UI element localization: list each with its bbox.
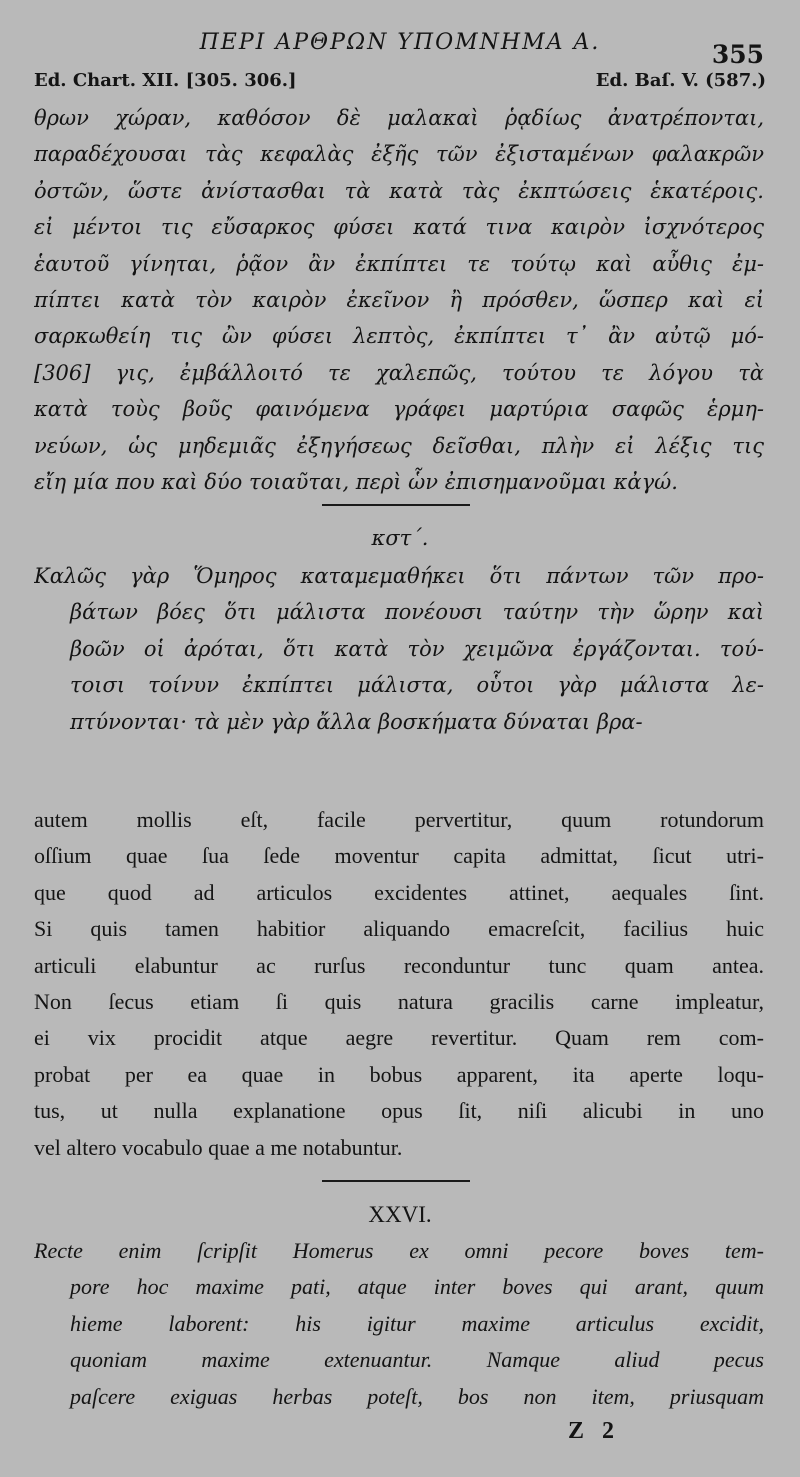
latin-line: hieme laborent: his igitur maxime articulus excidit, xyxy=(70,1310,764,1336)
latin-line: pore hoc maxime pati, atque inter boves qui arant, quum xyxy=(70,1274,764,1300)
greek-line: νεύων, ὡς μηδεμιᾶς ἐξηγήσεως δεῖσθαι, πλὴν εἰ λέξις τις xyxy=(34,433,764,458)
greek-section-heading: κστ΄. xyxy=(371,526,429,550)
greek-line: πίπτει κατὰ τὸν καιρὸν ἐκεῖνον ἢ πρόσθεν, ὥσπερ καὶ εἰ xyxy=(34,287,764,312)
latin-line: paſcere exiguas herbas poteſt, bos non item, priusquam xyxy=(70,1383,764,1409)
greek-line: Καλῶς γὰρ Ὅμηρος καταμεμαθήκει ὅτι πάντων τῶν προ- xyxy=(34,564,764,588)
edition-reference-right: Ed. Baſ. V. (587.) xyxy=(595,70,766,91)
page-number: 355 xyxy=(711,40,764,69)
section-divider xyxy=(322,504,470,506)
latin-section-block xyxy=(34,1233,764,1415)
greek-line: ἑαυτοῦ γίνηται, ῥᾷον ἂν ἐκπίπτει τε τούτῳ καὶ αὖθις ἐμ- xyxy=(34,251,764,276)
edition-reference-line xyxy=(34,70,766,91)
latin-line: Non ſecus etiam ſi quis natura gracilis carne impleatur, xyxy=(34,988,764,1014)
greek-line: τοισι τοίνυν ἐκπίπτει μάλιστα, οὗτοι γὰρ μάλιστα λε- xyxy=(70,673,764,698)
signature-mark: Z 2 xyxy=(568,1418,621,1444)
greek-section-block xyxy=(34,558,764,740)
section-divider xyxy=(322,1180,470,1182)
latin-text-block xyxy=(34,802,764,1166)
greek-line: [306] γις, ἐμβάλλοιτό τε χαλεπῶς, τούτου τε λόγου τὰ xyxy=(34,360,764,385)
greek-line: θρων χώραν, καθόσον δὲ μαλακαὶ ῥᾳδίως ἀνατρέπονται, xyxy=(34,106,764,130)
latin-line: articuli elabuntur ac rurſus reconduntur tunc quam antea. xyxy=(34,952,764,978)
greek-line: εἰ μέντοι τις εὔσαρκος φύσει κατά τινα καιρὸν ἰσχνότερος xyxy=(34,215,764,240)
latin-line: tus, ut nulla explanatione opus ſit, niſi alicubi in uno xyxy=(34,1098,764,1124)
latin-section-heading: XXVI. xyxy=(368,1202,432,1227)
latin-line: Recte enim ſcripſit Homerus ex omni pecore boves tem- xyxy=(34,1238,764,1263)
edition-reference-left: Ed. Chart. XII. [305. 306.] xyxy=(34,70,297,91)
latin-line: autem mollis eſt, facile pervertitur, quum rotundorum xyxy=(34,807,764,832)
greek-line: παραδέχουσαι τὰς κεφαλὰς ἐξῆς τῶν ἐξισταμένων φαλακρῶν xyxy=(34,142,764,167)
greek-line: εἴη μία που καὶ δύο τοιαῦται, περὶ ὧν ἐπισημανοῦμαι κἀγώ. xyxy=(34,469,678,494)
greek-line: ὀστῶν, ὥστε ἀνίστασθαι τὰ κατὰ τὰς ἐκπτώσεις ἑκατέροις. xyxy=(34,178,764,203)
running-title: ΠΕΡΙ ΑΡΘΡΩΝ ΥΠΟΜΝΗΜΑ Α. xyxy=(199,30,601,55)
latin-line: que quod ad articulos excidentes attinet, aequales ſint. xyxy=(34,879,764,905)
greek-line: σαρκωθείη τις ὢν φύσει λεπτὸς, ἐκπίπτει τ᾽ ἂν αὐτῷ μό- xyxy=(34,324,764,349)
latin-line: vel altero vocabulo quae a me notabuntur. xyxy=(34,1134,403,1160)
latin-line: Si quis tamen habitior aliquando emacreſcit, facilius huic xyxy=(34,916,764,942)
latin-line: ei vix procidit atque aegre revertitur. Quam rem com- xyxy=(34,1025,764,1051)
latin-line: oſſium quae ſua ſede moventur capita admittat, ſicut utri- xyxy=(34,843,764,869)
greek-line: πτύνονται· τὰ μὲν γὰρ ἄλλα βοσκήματα δύναται βρα- xyxy=(70,709,643,734)
greek-line: βάτων βόες ὅτι μάλιστα πονέουσι ταύτην τὴν ὥρην καὶ xyxy=(70,600,764,625)
latin-line: quoniam maxime extenuantur. Namque aliud pecus xyxy=(70,1347,764,1373)
greek-line: βοῶν οἱ ἀρόται, ὅτι κατὰ τὸν χειμῶνα ἐργάζονται. τού- xyxy=(70,636,764,661)
greek-text-block xyxy=(34,100,764,500)
greek-line: κατὰ τοὺς βοῦς φαινόμενα γράφει μαρτύρια σαφῶς ἑρμη- xyxy=(34,397,764,422)
latin-line: probat per ea quae in bobus apparent, ita aperte loqu- xyxy=(34,1061,764,1087)
